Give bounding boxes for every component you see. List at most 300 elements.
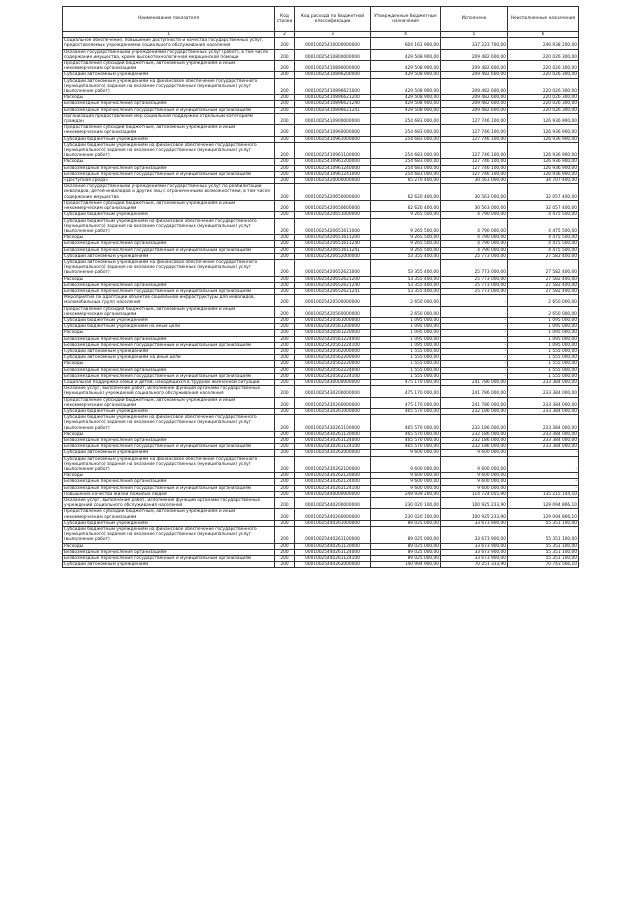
row-approved: 9 265 500,00 [371, 235, 441, 241]
row-name: Субсидии бюджетным учреждениям [63, 409, 275, 415]
row-kbk: 00010025420652000000 [295, 253, 371, 259]
row-code: 200 [275, 479, 295, 485]
row-code: 200 [275, 431, 295, 437]
row-done: 337 223 700,00 [441, 38, 508, 49]
row-name: Безвозмездные перечисления государственным и муниципальным организациям [63, 373, 275, 379]
row-kbk: 00010025420561000000 [295, 317, 371, 323]
table-row [63, 456, 579, 473]
row-kbk: 00010025430262120000 [295, 473, 371, 479]
row-done: 114 724 055,90 [441, 491, 508, 497]
row-done: 9 600 000,00 [441, 479, 508, 485]
row-name: Безвозмездные перечисления государственным и муниципальным организациям [63, 342, 275, 348]
row-approved: 62 620 400,00 [371, 200, 441, 211]
row-code: 200 [275, 456, 295, 473]
row-name: Субсидии автономным учреждениям на финансовое обеспечение государственного (муниципального) задания на оказание государственных (муниципальных) услуг (выполнение работ) [63, 78, 275, 95]
row-approved: 9 600 000,00 [371, 450, 441, 456]
row-done: - [441, 317, 508, 323]
table-row [63, 72, 579, 78]
row-approved: 65 270 400,00 [371, 178, 441, 184]
row-code: 200 [275, 282, 295, 288]
row-undone: 233 384 000,00 [508, 409, 579, 415]
row-kbk: 00010025420652621000 [295, 259, 371, 276]
row-name: Расходы [63, 431, 275, 437]
row-name: Субсидии бюджетным учреждениям на финансовое обеспечение государственного (муниципального) задания на оказание государственных (муниципальных) услуг (выполнение работ) [63, 527, 275, 544]
table-row [63, 184, 579, 201]
row-done: 33 673 900,00 [441, 543, 508, 549]
row-code: 200 [275, 520, 295, 526]
row-code: 200 [275, 336, 295, 342]
row-approved: 9 265 500,00 [371, 247, 441, 253]
row-done: 4 790 000,00 [441, 235, 508, 241]
row-name: Субсидии бюджетным учреждениям на иные цели [63, 324, 275, 330]
row-name: Предоставление субсидий бюджетным, автономным учреждениям и иным некоммерческим организациям [63, 397, 275, 408]
row-kbk: 00010025420562224000 [295, 367, 371, 373]
row-kbk: 00010025430261100000 [295, 415, 371, 432]
row-kbk: 00010025420652621240 [295, 282, 371, 288]
row-undone: 27 582 400,00 [508, 259, 579, 276]
row-undone: 126 936 900,00 [508, 165, 579, 171]
row-approved: 604 161 900,00 [371, 38, 441, 49]
row-approved: 465 570 000,00 [371, 431, 441, 437]
row-done: - [441, 373, 508, 379]
row-kbk: 00010025410896621200 [295, 95, 371, 101]
row-name: Расходы [63, 276, 275, 282]
row-done: 209 482 600,00 [441, 107, 508, 113]
row-kbk: 00010025430262100000 [295, 456, 371, 473]
row-undone: - [508, 450, 579, 456]
row-code: 200 [275, 235, 295, 241]
row-undone: 233 384 000,00 [508, 415, 579, 432]
row-name: Расходы [63, 361, 275, 367]
column-number: 4 [371, 32, 441, 38]
row-done: - [441, 324, 508, 330]
header-kbk: Код расхода по бюджетной классификации [295, 7, 371, 32]
row-undone: 4 475 500,00 [508, 241, 579, 247]
row-kbk: 00010025440260000000 [295, 509, 371, 520]
row-done: - [441, 306, 508, 317]
row-approved: 9 265 500,00 [371, 241, 441, 247]
row-done: 241 786 000,00 [441, 379, 508, 385]
row-kbk: 00010025420652621241 [295, 288, 371, 294]
row-name: Безвозмездные перечисления организациям [63, 479, 275, 485]
row-kbk: 00010025420561224000 [295, 336, 371, 342]
row-code: 200 [275, 61, 295, 72]
table-row [63, 212, 579, 218]
row-done: 25 773 000,00 [441, 276, 508, 282]
table-row [63, 200, 579, 211]
table-row [63, 282, 579, 288]
table-row [63, 386, 579, 397]
table-row [63, 379, 579, 385]
row-done: 232 186 000,00 [441, 415, 508, 432]
row-code: 200 [275, 125, 295, 136]
row-code: 200 [275, 549, 295, 555]
row-kbk: 00010025440261124000 [295, 549, 371, 555]
table-row [63, 142, 579, 159]
row-done: 232 186 000,00 [441, 438, 508, 444]
row-done: 25 773 000,00 [441, 253, 508, 259]
row-undone: 55 351 100,00 [508, 527, 579, 544]
row-approved: 1 095 000,00 [371, 342, 441, 348]
row-done: 127 746 100,00 [441, 159, 508, 165]
row-approved: 53 355 400,00 [371, 288, 441, 294]
row-name: Субсидии бюджетным учреждениям [63, 317, 275, 323]
row-approved: 1 555 000,00 [371, 367, 441, 373]
row-name: Субсидии автономным учреждениям [63, 253, 275, 259]
row-code: 200 [275, 397, 295, 408]
row-approved: 1 555 000,00 [371, 361, 441, 367]
row-done: 4 790 000,00 [441, 241, 508, 247]
row-kbk: 00010025420651611240 [295, 241, 371, 247]
row-undone: 126 936 900,00 [508, 171, 579, 177]
row-code: 200 [275, 330, 295, 336]
column-number: 1 [63, 32, 275, 38]
row-code: 200 [275, 438, 295, 444]
row-done: - [441, 348, 508, 354]
row-name: Безвозмездные перечисления государственным и муниципальным организациям [63, 556, 275, 562]
table-row [63, 125, 579, 136]
row-name: Безвозмездные перечисления государственным и муниципальным организациям [63, 444, 275, 450]
table-row [63, 113, 579, 124]
row-approved: 1 095 000,00 [371, 330, 441, 336]
row-done: 70 251 333,90 [441, 562, 508, 568]
row-kbk: 00010025440261100000 [295, 527, 371, 544]
row-approved: 429 508 900,00 [371, 95, 441, 101]
row-name: Безвозмездные перечисления организациям [63, 282, 275, 288]
row-approved: 53 355 400,00 [371, 253, 441, 259]
row-code: 200 [275, 556, 295, 562]
row-done: 9 600 000,00 [441, 473, 508, 479]
table-row [63, 562, 579, 568]
row-name: Безвозмездные перечисления государственным и муниципальным организациям [63, 171, 275, 177]
row-kbk: 00010025430000000000 [295, 379, 371, 385]
row-approved: 9 265 500,00 [371, 212, 441, 218]
row-name: Безвозмездные перечисления организациям [63, 336, 275, 342]
header-approved: Утвержденные бюджетные назначения [371, 7, 441, 32]
row-name: Безвозмездные перечисления организациям [63, 101, 275, 107]
row-code: 200 [275, 509, 295, 520]
row-name: Безвозмездные перечисления организациям [63, 549, 275, 555]
row-name: Безвозмездные перечисления организациям [63, 241, 275, 247]
row-kbk: 00010025410961000000 [295, 136, 371, 142]
row-approved: 2 650 000,00 [371, 306, 441, 317]
row-done: 209 482 600,00 [441, 72, 508, 78]
row-kbk: 00010025420561220000 [295, 330, 371, 336]
column-number: 3 [295, 32, 371, 38]
budget-execution-table [62, 6, 579, 568]
row-undone: 1 555 000,00 [508, 373, 579, 379]
row-approved: 230 020 100,00 [371, 509, 441, 520]
row-undone: 4 475 500,00 [508, 235, 579, 241]
row-kbk: 00010025410961241000 [295, 171, 371, 177]
row-kbk: 00010025420652621200 [295, 276, 371, 282]
row-kbk: 00010025420651611241 [295, 247, 371, 253]
row-code: 200 [275, 317, 295, 323]
row-kbk: 00010025410961240000 [295, 165, 371, 171]
table-row [63, 520, 579, 526]
row-undone: - [508, 485, 579, 491]
table-row [63, 259, 579, 276]
row-undone: 126 936 900,00 [508, 125, 579, 136]
row-done: 232 186 000,00 [441, 444, 508, 450]
row-approved: 1 555 000,00 [371, 373, 441, 379]
row-undone: 1 555 000,00 [508, 355, 579, 361]
row-undone: 1 095 000,00 [508, 324, 579, 330]
row-code: 200 [275, 444, 295, 450]
column-number: 2 [275, 32, 295, 38]
row-undone: 233 384 000,00 [508, 386, 579, 397]
row-code: 200 [275, 276, 295, 282]
table-row [63, 491, 579, 497]
row-code: 200 [275, 379, 295, 385]
row-name: Субсидии автономным учреждениям на финансовое обеспечение государственного (муниципального) задания на оказание государственных (муниципальных) услуг (выполнение работ) [63, 456, 275, 473]
row-name: Субсидии бюджетным учреждениям на финансовое обеспечение государственного (муниципального) задания на оказание государственных (муниципальных) услуг (выполнение работ) [63, 218, 275, 235]
table-row [63, 438, 579, 444]
table-row [63, 241, 579, 247]
row-done: 127 746 100,00 [441, 113, 508, 124]
row-kbk: 00010025410896621240 [295, 101, 371, 107]
row-code: 200 [275, 288, 295, 294]
row-approved: 475 170 000,00 [371, 397, 441, 408]
row-done: 4 790 000,00 [441, 218, 508, 235]
row-name: Социальное обеспечение, повышение доступности и качества государственных услуг, предоставляемых учреждениями социального обслуживания населения [63, 38, 275, 49]
row-code: 200 [275, 367, 295, 373]
row-code: 200 [275, 253, 295, 259]
row-approved: 429 508 900,00 [371, 107, 441, 113]
row-code: 200 [275, 78, 295, 95]
row-kbk: 00010025420562220000 [295, 361, 371, 367]
row-approved: 254 683 000,00 [371, 125, 441, 136]
row-done: - [441, 330, 508, 336]
row-done: 209 482 600,00 [441, 101, 508, 107]
table-row [63, 218, 579, 235]
row-kbk: 00010025420650600000 [295, 200, 371, 211]
row-approved: 89 025 000,00 [371, 520, 441, 526]
row-kbk: 00010025410896200000 [295, 72, 371, 78]
row-name: Расходы [63, 235, 275, 241]
row-name: Субсидии автономным учреждениям [63, 450, 275, 456]
row-approved: 89 025 000,00 [371, 549, 441, 555]
row-undone: 220 026 300,00 [508, 72, 579, 78]
table-row [63, 101, 579, 107]
row-undone: - [508, 473, 579, 479]
row-done: 25 773 000,00 [441, 259, 508, 276]
row-kbk: 00010025440000000000 [295, 491, 371, 497]
row-kbk: 00010025410960000000 [295, 125, 371, 136]
row-undone: 70 743 566,10 [508, 562, 579, 568]
row-approved: 9 600 000,00 [371, 485, 441, 491]
table-row [63, 479, 579, 485]
row-kbk: 00010025430262000000 [295, 450, 371, 456]
row-code: 200 [275, 142, 295, 159]
row-approved: 1 555 000,00 [371, 355, 441, 361]
row-undone: 1 555 000,00 [508, 361, 579, 367]
row-code: 200 [275, 171, 295, 177]
row-code: 200 [275, 543, 295, 549]
row-undone: 233 384 000,00 [508, 397, 579, 408]
row-done: - [441, 342, 508, 348]
row-undone: 129 094 866,10 [508, 498, 579, 509]
table-row [63, 527, 579, 544]
row-kbk: 00010025410896621241 [295, 107, 371, 113]
row-undone: 27 582 400,00 [508, 276, 579, 282]
header-undone: Неисполненные назначения [508, 7, 579, 32]
table-row [63, 556, 579, 562]
row-code: 200 [275, 259, 295, 276]
row-done: 209 482 600,00 [441, 95, 508, 101]
table-row [63, 295, 579, 306]
row-name: Безвозмездные перечисления организациям [63, 438, 275, 444]
row-name: Безвозмездные перечисления государственным и муниципальным организациям [63, 485, 275, 491]
row-undone: 233 384 000,00 [508, 431, 579, 437]
row-approved: 429 508 900,00 [371, 101, 441, 107]
row-undone: 1 095 000,00 [508, 342, 579, 348]
row-undone: 233 384 000,00 [508, 379, 579, 385]
row-done: 4 790 000,00 [441, 247, 508, 253]
row-code: 200 [275, 485, 295, 491]
row-kbk: 00010025440261000000 [295, 520, 371, 526]
table-row [63, 306, 579, 317]
row-kbk: 00010025420561200000 [295, 324, 371, 330]
row-done: - [441, 336, 508, 342]
row-kbk: 00010025430261120000 [295, 431, 371, 437]
row-name: Оказание государственными учреждениями государственных услуг (работ), в том числе содержание имущества, кроме высокотехнологичной медицинской помощи [63, 49, 275, 60]
row-kbk: 00010025420651611200 [295, 235, 371, 241]
row-approved: 2 650 000,00 [371, 295, 441, 306]
row-name: Безвозмездные перечисления государственным и муниципальным организациям [63, 247, 275, 253]
row-done: 127 746 100,00 [441, 125, 508, 136]
row-name: Субсидии бюджетным учреждениям [63, 520, 275, 526]
row-code: 200 [275, 136, 295, 142]
row-approved: 254 683 000,00 [371, 165, 441, 171]
table-row [63, 136, 579, 142]
row-name: Субсидии автономным учреждениям на финансовое обеспечение государственного (муниципального) задания на оказание государственных (муниципальных) услуг (выполнение работ) [63, 259, 275, 276]
row-kbk: 00010025410896621000 [295, 78, 371, 95]
row-code: 200 [275, 159, 295, 165]
row-undone: 4 475 500,00 [508, 247, 579, 253]
row-undone: 55 351 100,00 [508, 543, 579, 549]
row-done: 33 673 900,00 [441, 556, 508, 562]
row-name: Субсидии автономным учреждениям [63, 348, 275, 354]
row-approved: 429 508 900,00 [371, 49, 441, 60]
row-kbk: 00010025430261124000 [295, 438, 371, 444]
row-code: 200 [275, 101, 295, 107]
row-kbk: 00010025430262124000 [295, 479, 371, 485]
row-undone: 220 026 300,00 [508, 61, 579, 72]
row-code: 200 [275, 473, 295, 479]
row-undone: - [508, 456, 579, 473]
row-undone: 4 475 500,00 [508, 218, 579, 235]
row-done: 4 790 000,00 [441, 212, 508, 218]
row-undone: 233 384 000,00 [508, 444, 579, 450]
row-undone: 27 582 400,00 [508, 288, 579, 294]
row-approved: 53 355 400,00 [371, 259, 441, 276]
row-undone: 27 582 400,00 [508, 253, 579, 259]
row-code: 200 [275, 361, 295, 367]
row-done: 30 563 000,00 [441, 200, 508, 211]
row-undone: 126 936 900,00 [508, 113, 579, 124]
row-approved: 465 570 000,00 [371, 415, 441, 432]
row-kbk: 00010025420562200000 [295, 355, 371, 361]
row-kbk: 00010025420500000000 [295, 295, 371, 306]
row-name: Безвозмездные перечисления организациям [63, 367, 275, 373]
table-row [63, 498, 579, 509]
row-approved: 254 683 000,00 [371, 171, 441, 177]
row-code: 200 [275, 562, 295, 568]
row-name: «Доступная среда» [63, 178, 275, 184]
row-code: 200 [275, 212, 295, 218]
row-kbk: 00010025420560000000 [295, 306, 371, 317]
row-kbk: 00010025420561224100 [295, 342, 371, 348]
row-approved: 465 570 000,00 [371, 444, 441, 450]
row-approved: 249 939 200,00 [371, 491, 441, 497]
table-row [63, 171, 579, 177]
row-name: Предоставление субсидий бюджетным, автономным учреждениям и иным некоммерческим организациям [63, 200, 275, 211]
row-code: 200 [275, 200, 295, 211]
row-kbk: 00010025410000000000 [295, 38, 371, 49]
row-done: - [441, 295, 508, 306]
table-row [63, 61, 579, 72]
row-undone: 55 351 100,00 [508, 520, 579, 526]
row-undone: 32 057 400,00 [508, 184, 579, 201]
row-approved: 254 683 000,00 [371, 136, 441, 142]
row-name: Расходы [63, 330, 275, 336]
row-kbk: 00010025440262000000 [295, 562, 371, 568]
row-undone: 55 351 100,00 [508, 556, 579, 562]
row-code: 200 [275, 415, 295, 432]
row-done: 25 773 000,00 [441, 288, 508, 294]
row-done: 241 786 000,00 [441, 386, 508, 397]
row-undone: 220 026 300,00 [508, 49, 579, 60]
row-code: 200 [275, 324, 295, 330]
row-done: 232 186 000,00 [441, 431, 508, 437]
row-name: Субсидии автономным учреждениям [63, 562, 275, 568]
row-approved: 1 555 000,00 [371, 348, 441, 354]
row-approved: 53 355 400,00 [371, 282, 441, 288]
table-row [63, 253, 579, 259]
row-kbk: 00010025420651611000 [295, 218, 371, 235]
row-undone: 32 057 400,00 [508, 200, 579, 211]
row-approved: 465 570 000,00 [371, 438, 441, 444]
row-approved: 254 683 000,00 [371, 142, 441, 159]
table-row [63, 397, 579, 408]
row-done: - [441, 361, 508, 367]
row-approved: 475 170 000,00 [371, 379, 441, 385]
row-code: 200 [275, 184, 295, 201]
row-approved: 465 570 000,00 [371, 409, 441, 415]
row-undone: 220 026 300,00 [508, 107, 579, 113]
row-name: Субсидии бюджетным учреждениям на финансовое обеспечение государственного (муниципального) задания на оказание государственных (муниципальных) услуг (выполнение работ) [63, 142, 275, 159]
row-kbk: 00010025420651000000 [295, 212, 371, 218]
row-kbk: 00010025440261120000 [295, 543, 371, 549]
row-done: 232 186 000,00 [441, 409, 508, 415]
header-name: Наименование показателя [63, 7, 275, 32]
row-kbk: 00010025410900000000 [295, 113, 371, 124]
row-code: 200 [275, 498, 295, 509]
row-done: 100 925 233,90 [441, 509, 508, 520]
table-row [63, 38, 579, 49]
row-undone: 126 936 900,00 [508, 136, 579, 142]
row-code: 200 [275, 218, 295, 235]
row-name: Расходы [63, 473, 275, 479]
row-code: 200 [275, 348, 295, 354]
row-approved: 429 508 900,00 [371, 78, 441, 95]
row-name: Предоставление субсидий бюджетным, автономным учреждениям и иным некоммерческим организациям [63, 509, 275, 520]
row-undone: 2 650 000,00 [508, 295, 579, 306]
row-name: Предоставление субсидий бюджетным, автономным учреждениям и иным некоммерческим организациям [63, 125, 275, 136]
row-code: 200 [275, 373, 295, 379]
row-undone: 1 555 000,00 [508, 367, 579, 373]
